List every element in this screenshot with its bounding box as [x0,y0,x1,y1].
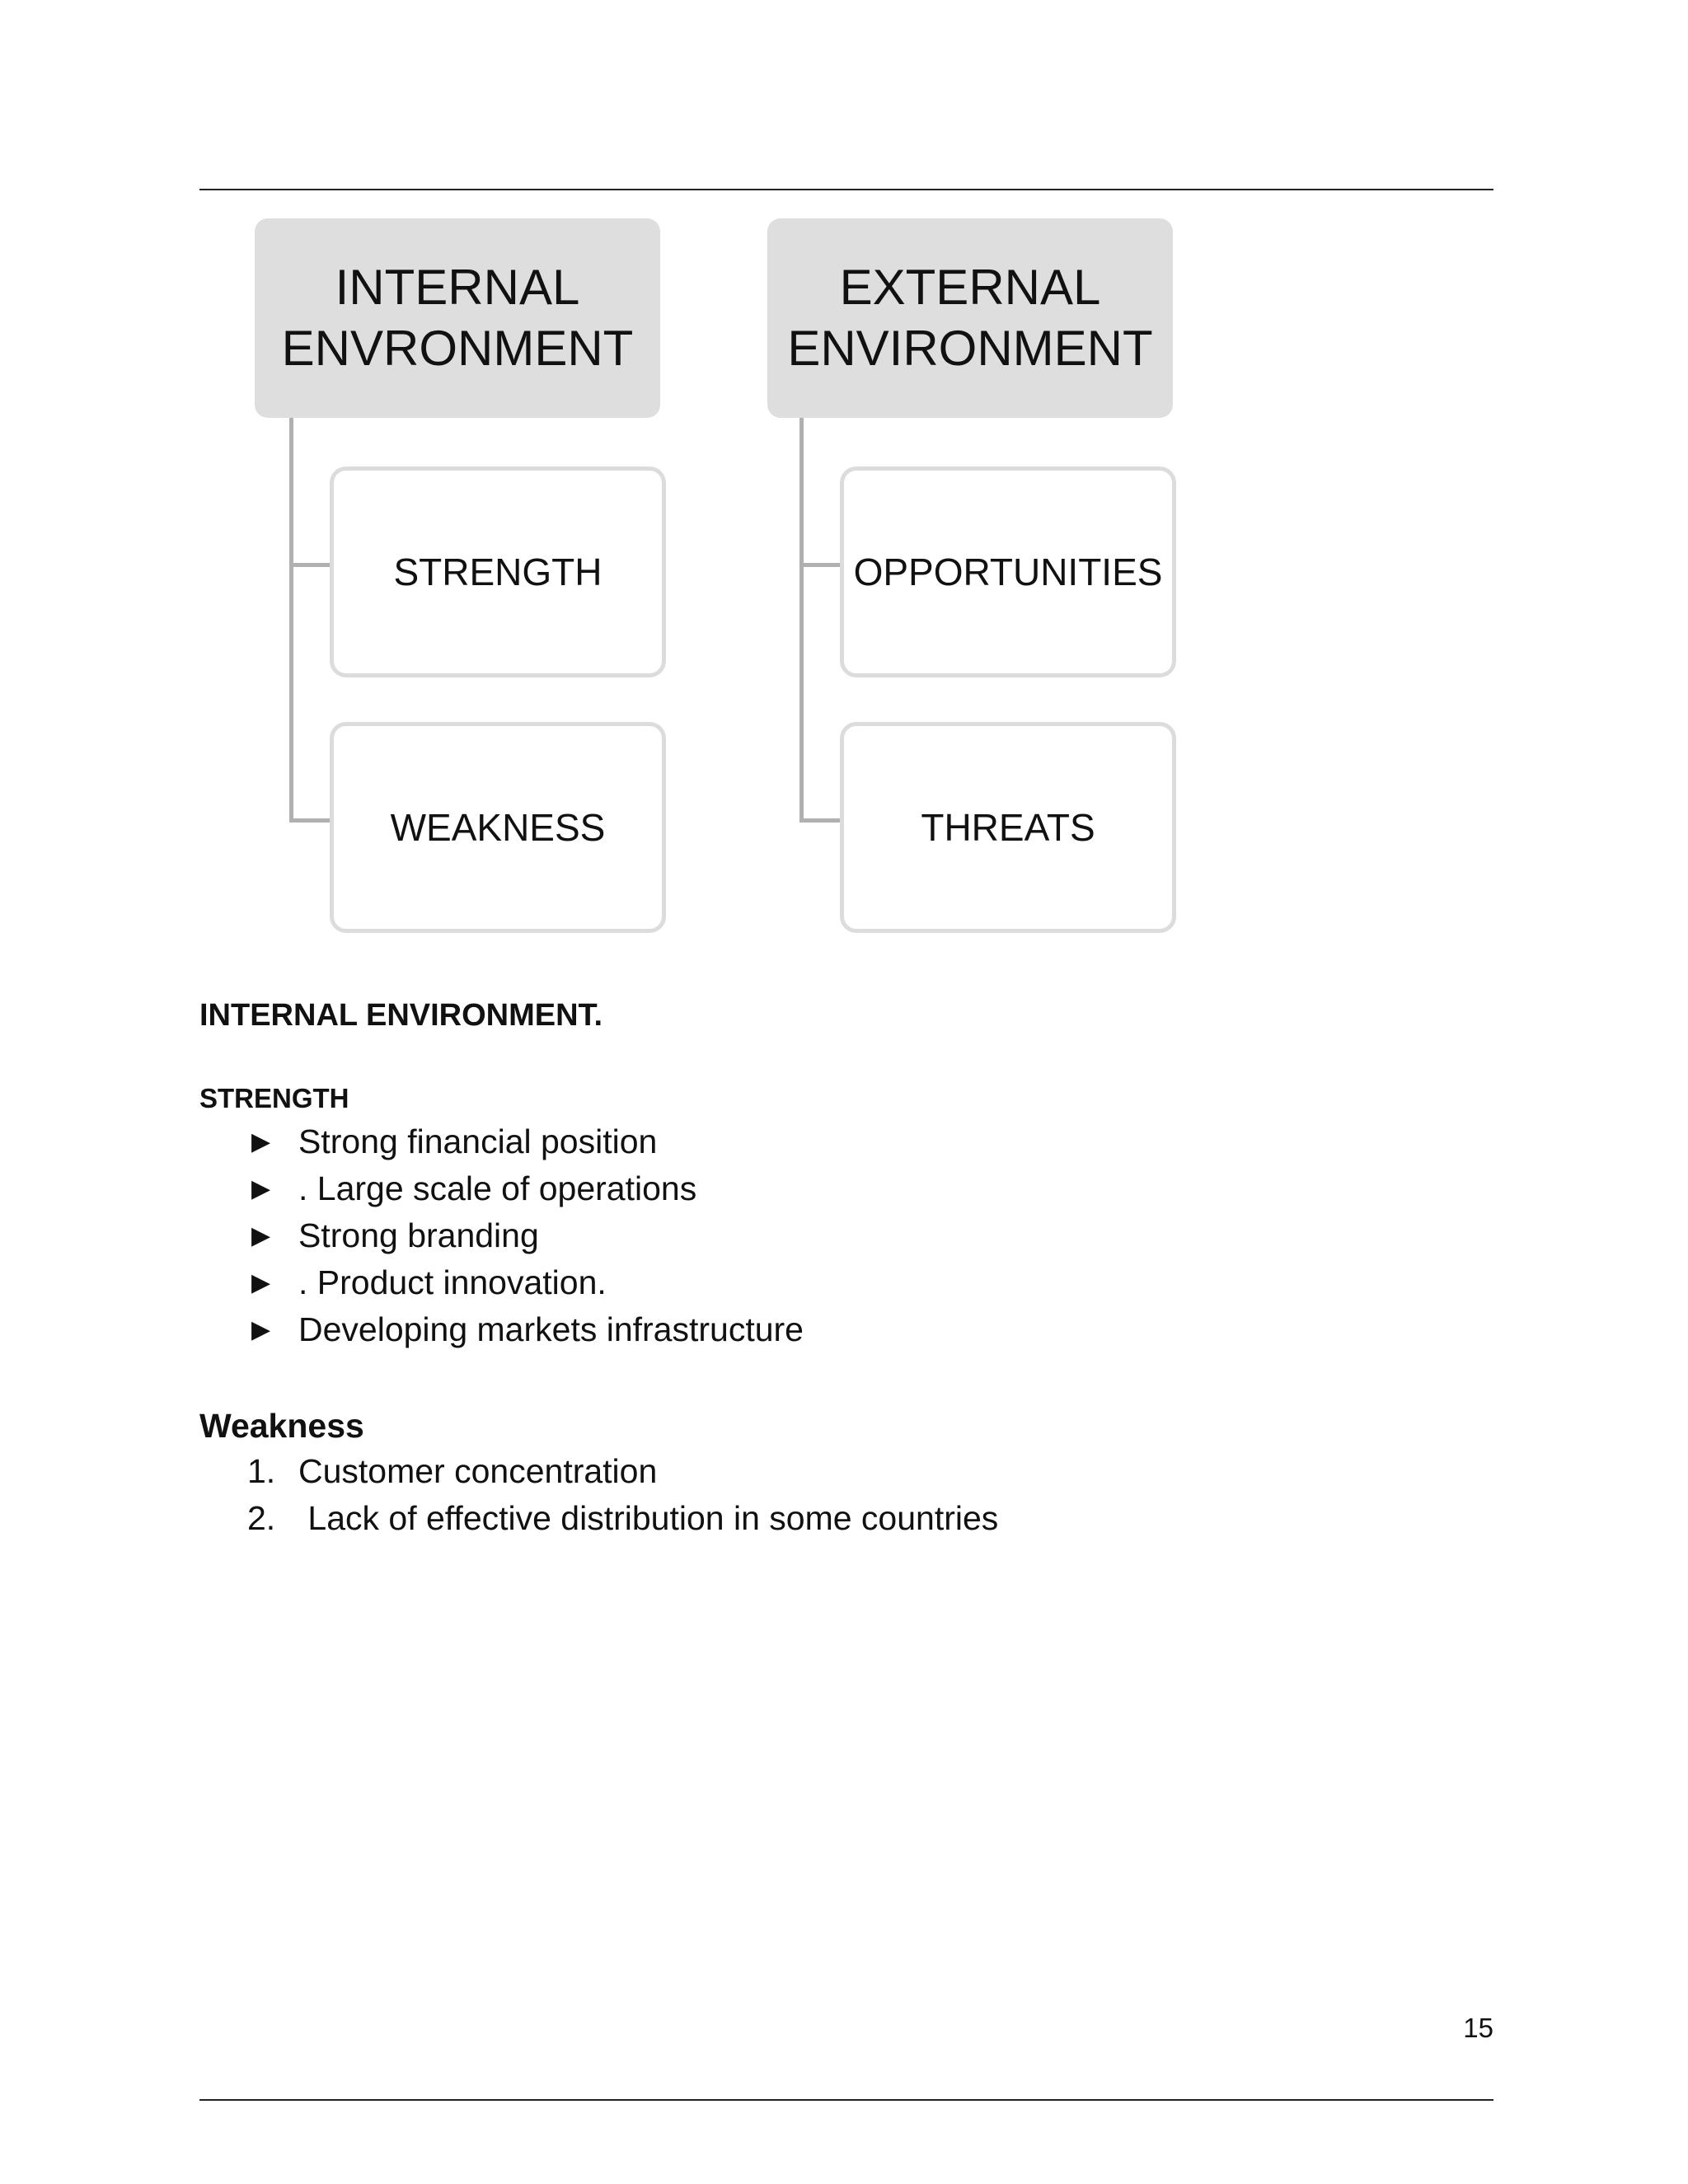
external-environment-box [767,218,1173,418]
list-item: ▶ . Large scale of operations [247,1165,804,1212]
threats-box [840,722,1176,933]
weakness-heading: Weakness [199,1407,364,1445]
list-number: 2. [247,1499,276,1537]
opportunities-box [840,466,1176,677]
top-rule [199,189,1493,190]
internal-environment-heading: INTERNAL ENVIRONMENT. [199,998,603,1033]
weakness-list [247,1448,998,1542]
external-connector-vertical [799,418,804,823]
page-number: 15 [1463,2013,1493,2043]
internal-environment-title: INTERNAL ENVRONMENT [281,260,634,376]
strength-label: STRENGTH [393,551,603,593]
triangle-bullet-icon: ▶ [251,1128,271,1155]
threats-label: THREATS [921,806,1095,849]
internal-connector-weakness [289,818,330,823]
internal-connector-strength [289,563,330,567]
internal-environment-box [255,218,660,418]
strength-list [247,1118,804,1353]
weakness-label: WEAKNESS [390,806,606,849]
list-item: ▶ Strong branding [247,1212,804,1259]
list-number: 1. [247,1452,276,1490]
external-environment-title: EXTERNAL ENVIRONMENT [787,260,1153,376]
list-item: ▶ . Product innovation. [247,1259,804,1306]
list-item: ▶ Strong financial position [247,1118,804,1165]
triangle-bullet-icon: ▶ [251,1175,271,1202]
list-item: 1. Customer concentration [247,1448,998,1495]
strength-heading: STRENGTH [199,1083,349,1113]
triangle-bullet-icon: ▶ [251,1269,271,1296]
external-connector-threats [799,818,840,823]
strength-box [330,466,666,677]
external-connector-opportunities [799,563,840,567]
internal-connector-vertical [289,418,293,823]
list-item: ▶ Developing markets infrastructure [247,1306,804,1353]
weakness-box [330,722,666,933]
opportunities-label: OPPORTUNITIES [853,551,1163,593]
triangle-bullet-icon: ▶ [251,1316,271,1343]
list-item: 2. Lack of effective distribution in some countries [247,1495,998,1542]
triangle-bullet-icon: ▶ [251,1222,271,1249]
bottom-rule [199,2099,1493,2101]
